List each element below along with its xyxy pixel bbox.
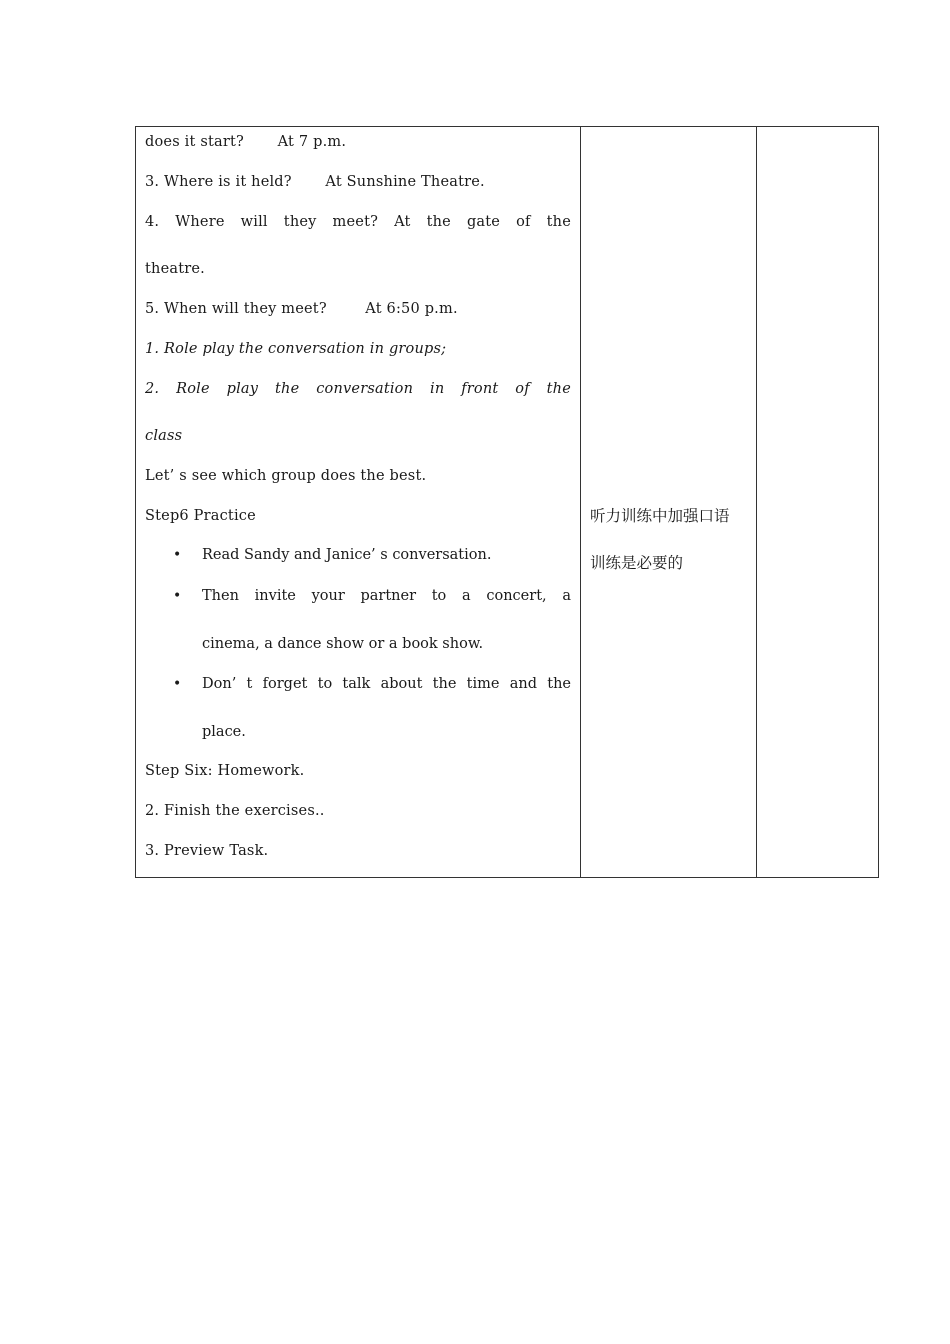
text-line: 5. When will they meet? At 6:50 p.m. — [145, 301, 458, 317]
list-item: Read Sandy and Janice’ s conversation. — [202, 547, 492, 563]
lesson-plan-table — [135, 126, 879, 878]
design-notes-cell — [581, 127, 757, 878]
text-line: 1. Role play the conversation in groups; — [145, 341, 447, 357]
section-heading: Step Six: Homework. — [145, 763, 305, 779]
list-item-continuation: place. — [202, 724, 246, 740]
text-line: class — [145, 428, 183, 444]
text-line: Let’ s see which group does the best. — [145, 468, 427, 484]
list-item-continuation: cinema, a dance show or a book show. — [202, 636, 484, 652]
bullet-icon: • — [173, 588, 182, 604]
list-item: Then invite your partner to a concert, a — [202, 588, 571, 604]
text-line: 2. Finish the exercises.. — [145, 803, 325, 819]
text-line: 3. Preview Task. — [145, 843, 269, 859]
table-row — [136, 127, 879, 878]
empty-cell — [757, 127, 879, 878]
note-line: 训练是必要的 — [590, 554, 684, 572]
text-line: theatre. — [145, 261, 205, 277]
bullet-icon: • — [173, 547, 182, 563]
text-line: 2. Role play the conversation in front of the — [145, 381, 571, 397]
list-item: Don’ t forget to talk about the time and the — [202, 676, 571, 692]
text-line: 3. Where is it held? At Sunshine Theatre. — [145, 174, 485, 190]
section-heading: Step6 Practice — [145, 508, 256, 524]
note-line: 听力训练中加强口语 — [590, 507, 730, 525]
teaching-content-cell — [136, 127, 581, 878]
bullet-icon: • — [173, 676, 182, 692]
text-line: 4. Where will they meet? At the gate of the — [145, 214, 571, 230]
text-line: does it start? At 7 p.m. — [145, 134, 347, 150]
